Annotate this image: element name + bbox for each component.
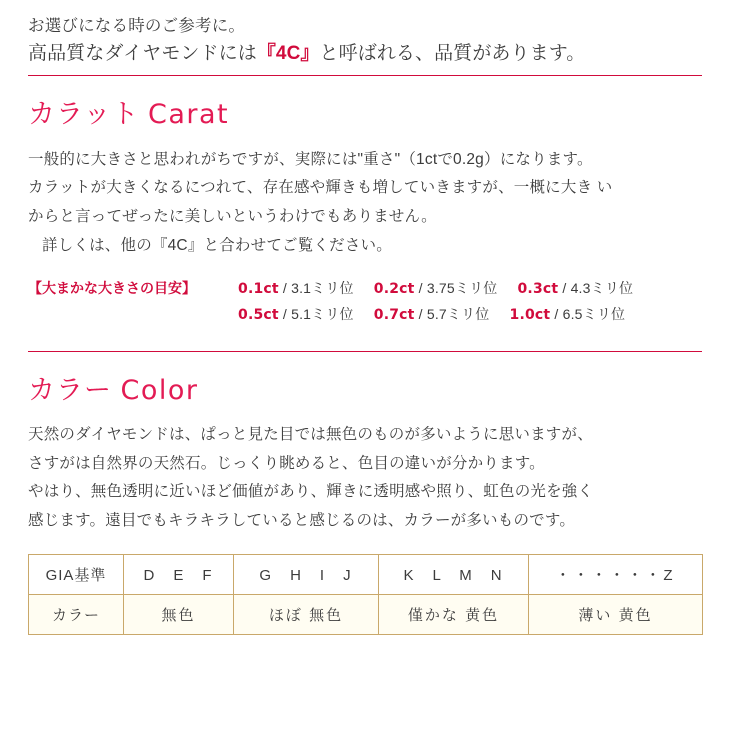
table-cell-colorname: 薄い 黄色 [529,594,703,634]
intro-line-2-post: と呼ばれる、品質があります。 [319,42,586,64]
size-guide-item [510,302,626,328]
intro-line-1: お選びになる時のご参考に。 [28,17,246,35]
size-guide-item [238,276,354,302]
intro-block [28,14,702,73]
size-guide-items [238,302,625,328]
divider-mid-wrap [28,351,702,352]
table-row [29,594,703,634]
size-guide-item [517,276,633,302]
size-guide-sep: / [562,280,567,297]
size-guide-carat: 1.0ct [509,307,551,324]
carat-paragraph: からと言ってぜったに美しいというわけでもありません。 [28,207,437,225]
carat-heading-ja: カラット [28,99,140,130]
color-paragraph: 天然のダイヤモンドは、ぱっと見た目では無色のものが多いように思いますが、 [28,425,593,443]
size-guide-mm: 3.75ミリ位 [426,280,498,297]
divider-mid [28,351,702,352]
table-cell-colorname: 僅かな 黄色 [379,594,529,634]
size-guide-sep: / [554,306,559,323]
table-cell-colorname: 無色 [124,594,234,634]
size-guide-item [374,276,498,302]
size-guide-mm: 6.5ミリ位 [562,306,626,323]
section-carat [28,98,702,328]
carat-paragraph: カラットが大きくなるにつれて、存在感や輝きも増していきますが、一概に大き い [28,179,613,197]
carat-paragraph-detail: 詳しくは、他の『4C』と合わせてご覧ください。 [42,236,392,254]
carat-heading [28,98,702,131]
size-guide-carat: 0.2ct [373,281,415,298]
size-guide-mm: 4.3ミリ位 [570,280,634,297]
size-guide-carat: 0.1ct [238,281,279,298]
size-guide-mm: 5.7ミリ位 [426,306,490,323]
carat-heading-en: Carat [147,99,230,131]
divider-top [28,75,702,76]
size-guide-item [238,302,354,328]
size-guide-carat: 0.7ct [373,307,415,324]
color-paragraph: さすがは自然界の天然石。じっくり眺めると、色目の違いが分かります。 [28,454,545,472]
color-grade-table [28,554,703,635]
size-guide-row [28,276,702,302]
size-guide-mm: 5.1ミリ位 [291,306,354,323]
table-cell-grades: G H I J [234,554,379,594]
table-cell-colorname: ほぼ 無色 [234,594,379,634]
table-row [29,554,703,594]
intro-line-2 [28,40,702,74]
table-cell-grades: K L M N [379,554,529,594]
size-guide-row [28,302,702,328]
color-body [28,421,702,536]
size-guide-mm: 3.1ミリ位 [291,280,354,297]
carat-size-guide [28,276,702,328]
size-guide-carat: 0.3ct [517,281,559,298]
table-header-color: カラー [29,594,124,634]
color-paragraph: 感じます。遠目でもキラキラしていると感じるのは、カラーが多いものです。 [28,511,576,529]
intro-4c-highlight: 『4C』 [256,42,320,64]
carat-paragraph: 一般的に大きさと思われがちですが、実際には"重さ"（1ctで0.2g）になります。 [28,150,593,168]
table-cell-grades: D E F [124,554,234,594]
size-guide-items [238,276,633,302]
section-color [28,374,702,635]
size-guide-sep: / [282,306,287,323]
size-guide-carat: 0.5ct [238,307,279,324]
color-heading [28,374,702,407]
color-paragraph: やはり、無色透明に近いほど価値があり、輝きに透明感や照り、虹色の光を強く [28,483,594,501]
carat-body [28,146,702,261]
color-heading-ja: カラー [28,374,112,405]
size-guide-sep: / [418,280,423,297]
table-header-gia: GIA基準 [29,554,124,594]
size-guide-sep: / [418,306,423,323]
size-guide-item [374,302,490,328]
table-cell-grades: ・・・・・・Z [529,554,703,594]
color-heading-en: Color [120,374,199,406]
intro-line-2-pre: 高品質なダイヤモンドには [28,42,257,64]
size-guide-label: 【大まかな大きさの目安】 [28,280,196,297]
size-guide-sep: / [282,280,287,297]
